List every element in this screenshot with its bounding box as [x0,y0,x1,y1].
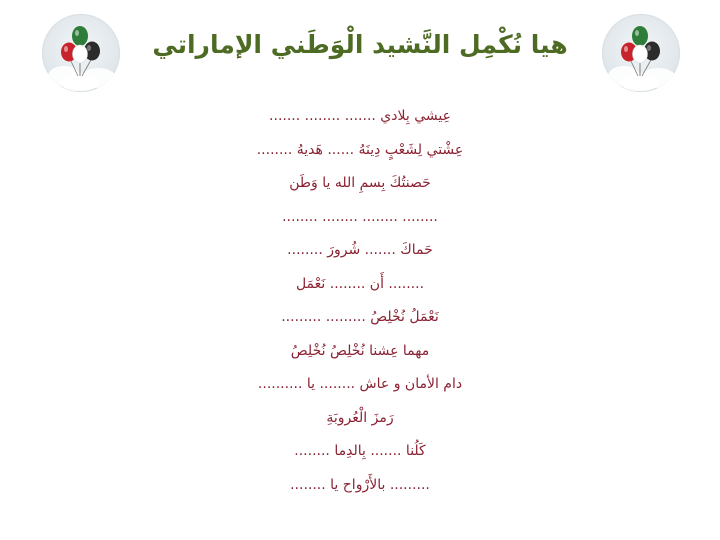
verse-line: كَلُنا ....... بِالدِما ........ [294,443,426,459]
verse-line: عِشْتي لِشَعْبٍ دِينَهُ ...... هَديهُ ........ [256,141,464,158]
verse-line: رَمزَ الْعُروبَةِ [326,409,394,426]
verse-line: ........ أَن ........ نَعْمَل [295,275,425,292]
verse-line: مهما عِشنا نُخْلِصُ نُخْلِصُ [290,342,430,359]
verse-line: ......... بالأَرْواح يا ........ [290,476,430,493]
verse-line: حَصنتُكَ بِسمِ الله يا وَطَن [289,175,431,191]
verse-line: ........ ........ ........ ........ [282,208,438,225]
verse-line: دام الأمان و عاش ........ يا .......... [257,376,463,392]
balloons-icon [42,14,120,92]
anthem-verses [0,100,720,502]
verse-line: حَماكَ ....... شُرورَ ........ [287,242,433,258]
verse-line: نَعْمَلُ نُخْلِصُ ......... ......... [281,309,439,325]
verse-line: عِيشي بِلادي ....... ........ ....... [269,108,451,124]
balloons-icon [602,14,680,92]
page-title: هيا نُكْمِل النَّشيد الْوَطَني الإماراتي [152,30,568,59]
